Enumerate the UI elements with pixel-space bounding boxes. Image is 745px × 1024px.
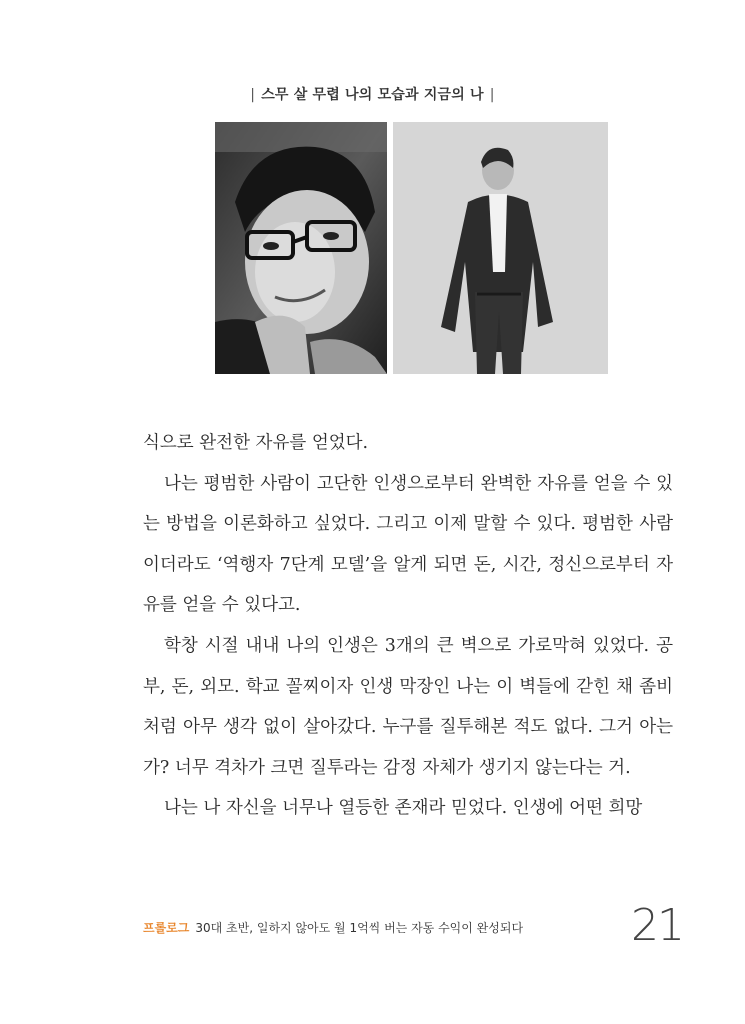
caption-right-bar: | <box>489 87 495 103</box>
man-in-suit-photo-icon <box>393 122 608 374</box>
photo-young-self <box>215 122 387 374</box>
chapter-title: 30대 초반, 일하지 않아도 월 1억씩 버는 자동 수익이 완성되다 <box>195 921 524 935</box>
paragraph-3: 학창 시절 내내 나의 인생은 3개의 큰 벽으로 가로막혀 있었다. 공부, 돈, 외모. 학교 꼴찌이자 인생 막장인 나는 이 벽들에 갇힌 채 좀비처럼 아무 생각 없이 살아갔다. 누구를 질투해본 적도 없다. 그거 아는가? 너무 격차가 크면 질투라는 감정 자체가 생기지 않는다는 거. <box>143 635 673 778</box>
paragraph-1: 식으로 완전한 자유를 얻었다. <box>143 433 369 453</box>
paragraph-2: 나는 평범한 사람이 고단한 인생으로부터 완벽한 자유를 얻을 수 있는 방법을 이론화하고 싶었다. 그리고 이제 말할 수 있다. 평범한 사람이더라도 ‘역행자 7단계 모델’을 알게 되면 돈, 시간, 정신으로부터 자유를 얻을 수 있다고. <box>143 473 673 616</box>
page-number: 21 <box>631 900 683 951</box>
body-text <box>143 423 673 829</box>
young-man-with-glasses-photo-icon <box>215 122 387 374</box>
running-footer <box>143 919 523 936</box>
paragraph-4: 나는 나 자신을 너무나 열등한 존재라 믿었다. 인생에 어떤 희망 <box>164 798 643 819</box>
chapter-tag: 프롤로그 <box>143 921 190 935</box>
caption-text: 스무 살 무렵 나의 모습과 지금의 나 <box>261 87 484 103</box>
caption-left-bar: | <box>250 87 256 103</box>
photo-caption <box>0 84 745 104</box>
photo-current-self <box>393 122 608 374</box>
